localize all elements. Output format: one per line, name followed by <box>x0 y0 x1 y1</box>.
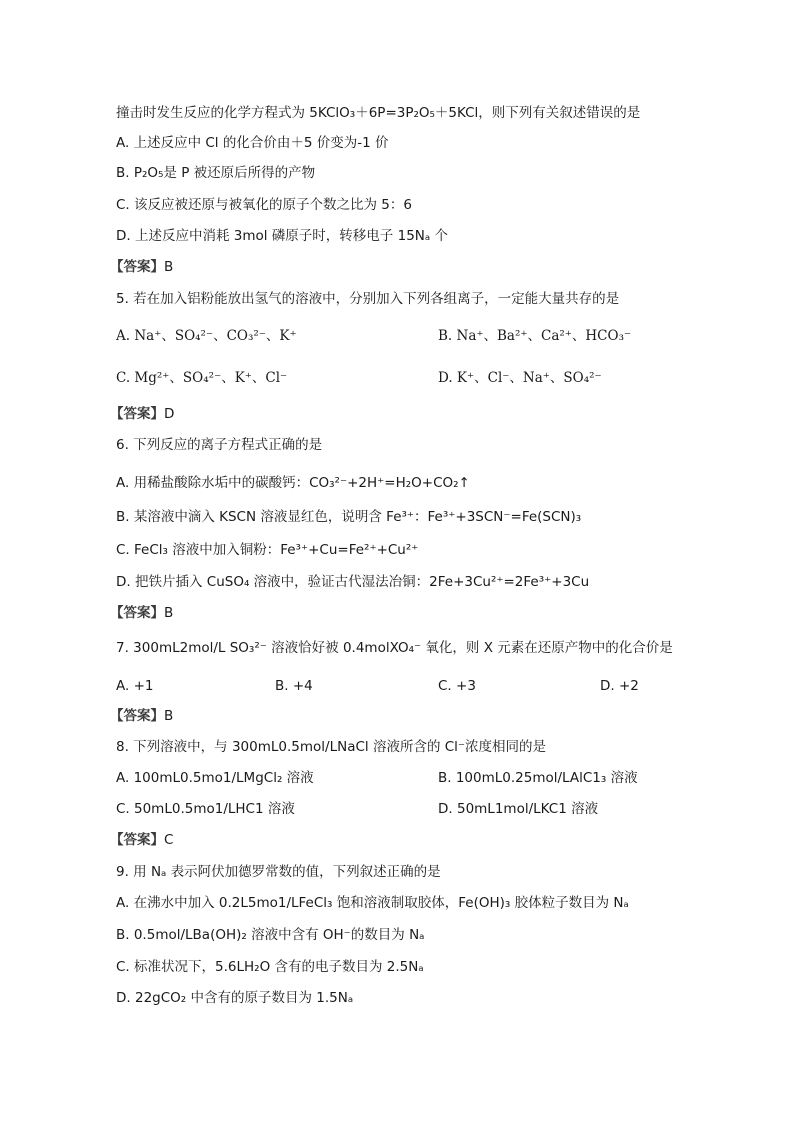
q5-option-a: A. Na⁺、SO₄²⁻、CO₃²⁻、K⁺ <box>116 328 297 344</box>
answer-value: C <box>164 832 174 848</box>
answer-value: B <box>164 605 174 621</box>
q7-option-d: D. +2 <box>600 678 639 694</box>
q6-option-d: D. 把铁片插入 CuSO₄ 溶液中，验证古代湿法冶铜：2Fe+3Cu²⁺=2Fe³⁺+3Cu <box>116 574 590 590</box>
q6-option-a: A. 用稀盐酸除水垢中的碳酸钙：CO₃²⁻+2H⁺=H₂O+CO₂↑ <box>116 475 470 491</box>
q9-stem: 9. 用 Nₐ 表示阿伏加德罗常数的值，下列叙述正确的是 <box>116 864 441 880</box>
answer-tag: 【答案】 <box>110 708 164 724</box>
q9-option-d: D. 22gCO₂ 中含有的原子数目为 1.5Nₐ <box>116 990 354 1006</box>
q7-option-c: C. +3 <box>438 678 476 694</box>
q7-option-b: B. +4 <box>275 678 313 694</box>
answer-tag: 【答案】 <box>110 406 164 422</box>
q9-option-a: A. 在沸水中加入 0.2L5mo1/LFeCl₃ 饱和溶液制取胶体，Fe(OH)₃ 胶体粒子数目为 Nₐ <box>116 895 629 911</box>
q8-option-b: B. 100mL0.25mol/LAlC1₃ 溶液 <box>438 770 638 786</box>
q4-option-b: B. P₂O₅是 P 被还原后所得的产物 <box>116 165 316 181</box>
answer-value: D <box>164 406 175 422</box>
q8-answer <box>110 831 173 849</box>
q5-option-b: B. Na⁺、Ba²⁺、Ca²⁺、HCO₃⁻ <box>438 328 632 344</box>
answer-value: B <box>164 259 174 275</box>
q4-stem: 撞击时发生反应的化学方程式为 5KClO₃＋6P=3P₂O₅＋5KCl，则下列有关叙述错误的是 <box>116 105 641 121</box>
q8-stem: 8. 下列溶液中，与 300mL0.5mol/LNaCl 溶液所含的 Cl⁻浓度相同的是 <box>116 739 547 755</box>
q9-option-c: C. 标准状况下，5.6LH₂O 含有的电子数目为 2.5Nₐ <box>116 959 424 975</box>
q6-answer <box>110 604 173 622</box>
q9-option-b: B. 0.5mol/LBa(OH)₂ 溶液中含有 OH⁻的数目为 Nₐ <box>116 927 425 943</box>
q5-stem: 5. 若在加入铝粉能放出氢气的溶液中，分别加入下列各组离子，一定能大量共存的是 <box>116 291 620 307</box>
q8-option-c: C. 50mL0.5mo1/LHC1 溶液 <box>116 801 295 817</box>
answer-tag: 【答案】 <box>110 605 164 621</box>
q6-option-b: B. 某溶液中滴入 KSCN 溶液显红色，说明含 Fe³⁺：Fe³⁺+3SCN⁻=Fe(SCN)₃ <box>116 509 582 525</box>
q4-option-d: D. 上述反应中消耗 3mol 磷原子时，转移电子 15Nₐ 个 <box>116 228 448 244</box>
q4-option-c: C. 该反应被还原与被氧化的原子个数之比为 5：6 <box>116 197 412 213</box>
q7-option-a: A. +1 <box>116 678 154 694</box>
q6-option-c: C. FeCl₃ 溶液中加入铜粉：Fe³⁺+Cu=Fe²⁺+Cu²⁺ <box>116 542 419 558</box>
q4-answer <box>110 258 173 276</box>
q7-stem: 7. 300mL2mol/L SO₃²⁻ 溶液恰好被 0.4molXO₄⁻ 氧化，则 X 元素在还原产物中的化合价是 <box>116 640 673 656</box>
q4-option-a: A. 上述反应中 Cl 的化合价由＋5 价变为-1 价 <box>116 135 389 151</box>
answer-tag: 【答案】 <box>110 832 164 848</box>
answer-tag: 【答案】 <box>110 259 164 275</box>
answer-value: B <box>164 708 174 724</box>
q7-answer <box>110 707 173 725</box>
q5-option-c: C. Mg²⁺、SO₄²⁻、K⁺、Cl⁻ <box>116 370 288 386</box>
q5-option-d: D. K⁺、Cl⁻、Na⁺、SO₄²⁻ <box>438 370 602 386</box>
q8-option-a: A. 100mL0.5mo1/LMgCl₂ 溶液 <box>116 770 314 786</box>
q6-stem: 6. 下列反应的离子方程式正确的是 <box>116 437 323 453</box>
q5-answer <box>110 405 174 423</box>
q8-option-d: D. 50mL1mol/LKC1 溶液 <box>438 801 599 817</box>
